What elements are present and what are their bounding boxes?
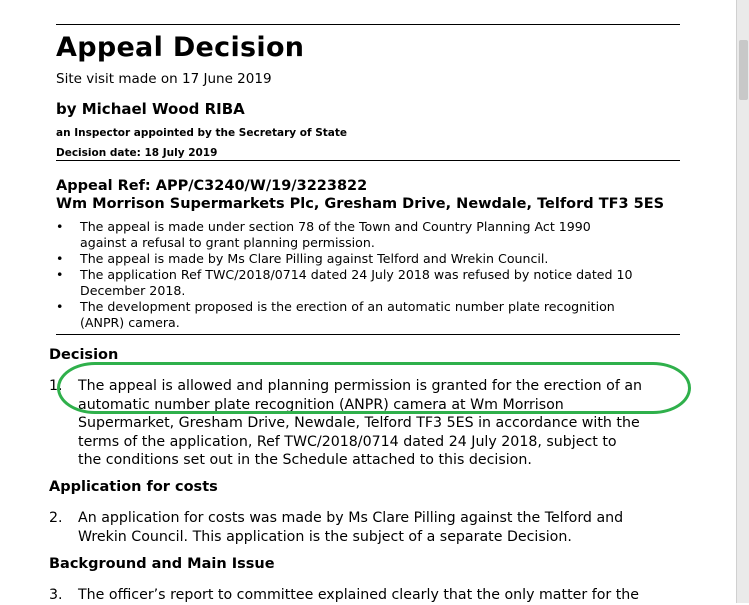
top-rule bbox=[56, 24, 680, 25]
vertical-scrollbar[interactable] bbox=[736, 0, 749, 603]
appeal-details-list bbox=[56, 219, 696, 331]
site-visit: Site visit made on 17 June 2019 bbox=[56, 71, 272, 87]
paragraph-number: 1. bbox=[49, 378, 63, 394]
list-item: • The appeal is made under section 78 of the Town and Country Planning Act 1990 against a refusal to grant planning permission. bbox=[56, 219, 591, 250]
decision-heading: Decision bbox=[49, 347, 119, 363]
green-highlight-ellipse bbox=[57, 362, 691, 414]
costs-heading: Application for costs bbox=[49, 479, 218, 495]
appeal-address: Wm Morrison Supermarkets Plc, Gresham Drive, Newdale, Telford TF3 5ES bbox=[56, 196, 665, 212]
scrollbar-thumb[interactable] bbox=[739, 40, 748, 100]
list-item: • The development proposed is the erection of an automatic number plate recognition (ANPR) camera. bbox=[56, 299, 615, 330]
background-paragraph: 3. The officer’s report to committee explained clearly that the only matter for the bbox=[49, 587, 640, 603]
paragraph-number: 3. bbox=[49, 587, 63, 603]
list-item: • The appeal is made by Ms Clare Pilling against Telford and Wrekin Council. bbox=[56, 251, 549, 266]
page-title: Appeal Decision bbox=[56, 32, 305, 63]
list-item: • The application Ref TWC/2018/0714 dated 24 July 2018 was refused by notice dated 10 December 2018. bbox=[56, 267, 633, 298]
details-rule bbox=[56, 334, 680, 335]
decision-date: Decision date: 18 July 2019 bbox=[56, 147, 218, 159]
costs-paragraph: 2. An application for costs was made by Ms Clare Pilling against the Telford and Wrekin Council. This application is the subject of a separate Decision. bbox=[49, 510, 624, 545]
inspector-name: by Michael Wood RIBA bbox=[56, 100, 245, 118]
background-heading: Background and Main Issue bbox=[49, 556, 275, 572]
inspector-role: an Inspector appointed by the Secretary of State bbox=[56, 127, 348, 139]
header-rule bbox=[56, 160, 680, 161]
decision-paragraph: 1. The appeal is allowed and planning permission is granted for the erection of an automatic number plate recognition (ANPR) camera at Wm Morrison Supermarket, Gresham Drive, Newdale, Telford TF3 5ES in accordance with the terms of the application, Ref TWC/2018/0714 dated 24 July 2018, subject to the conditions set out in the Schedule attached to this decision. bbox=[49, 378, 643, 468]
paragraph-number: 2. bbox=[49, 510, 63, 526]
appeal-ref: Appeal Ref: APP/C3240/W/19/3223822 bbox=[56, 178, 368, 194]
